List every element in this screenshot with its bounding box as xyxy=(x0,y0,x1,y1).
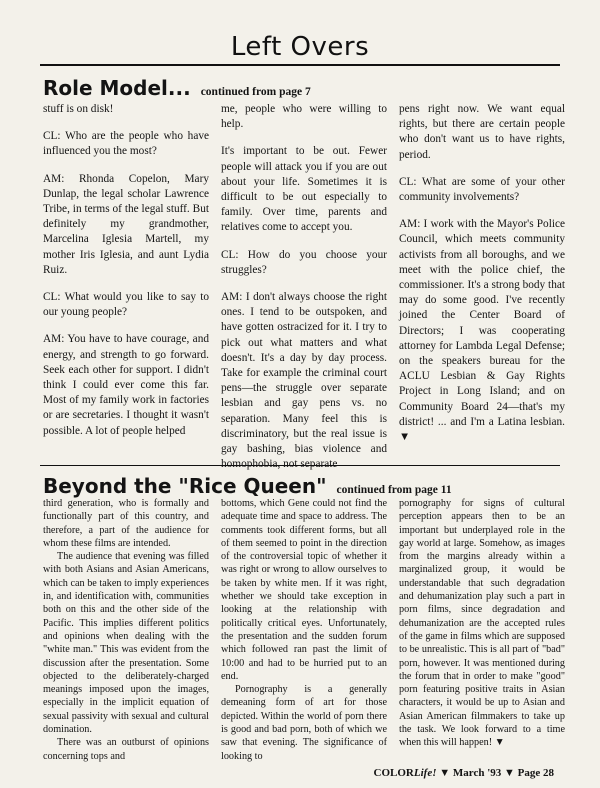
text-column-1 xyxy=(43,497,209,762)
article-title: Beyond the "Rice Queen" xyxy=(43,474,327,498)
paragraph: CL: What would you like to say to our young people? xyxy=(43,291,209,319)
paragraph: pens right now. We want equal rights, but there are certain people who don't want us to have rights, period. xyxy=(399,103,565,161)
continued-from-note: continued from page 11 xyxy=(336,484,452,496)
paragraph: stuff is on disk! xyxy=(43,103,114,115)
paragraph: bottoms, which Gene could not find the adequate time and space to address. The comments took different forms, but all of them seemed to point in the direction of the controversial topic of whether it was right or wrong to allow ourselves to be taken by white men. If it was right, whether we should take exception in looking at the relationship with politically critical eyes. Unfortunately, the presentation and the sudden forum which followed ran past the limit of 10:00 and had to be hurried put to an end. xyxy=(221,498,387,682)
page-footer xyxy=(374,767,554,779)
article-role-model-heading xyxy=(43,76,311,100)
article-rice-queen-body xyxy=(43,497,565,762)
article-role-model-body xyxy=(43,102,565,471)
text-column-3 xyxy=(399,102,565,460)
text-column-2 xyxy=(221,497,387,762)
text-column-1 xyxy=(43,102,209,460)
paragraph: AM: Rhonda Copelon, Mary Dunlap, the legal scholar Lawrence Tribe, in terms of the legal stuff. But definitely my grandmother, Marcelina Iglesia Martell, my mother Iris Iglesia, and aunt Lydia Ruiz. xyxy=(43,172,209,276)
article-title: Role Model... xyxy=(43,76,191,100)
footer-separator-icon: ▼ xyxy=(501,767,518,779)
paragraph: There was an outburst of opinions concerning tops and xyxy=(43,737,209,762)
paragraph: The audience that evening was filled with both Asians and Asian Americans, which can be taken to imply experiences in, and identification with, communities both on this and the other side of the Pacific. This implies different politics and opinions when dealing with the "white man." This was evident from the discussion after the presentation. Some objected to the deliberately-charged meanings imposed upon the images, especially in the implicit equation of sexual passivity with sexual and cultural domination. xyxy=(43,551,209,736)
paragraph: CL: What are some of your other community involvements? xyxy=(399,175,565,204)
continued-from-note: continued from page 7 xyxy=(200,86,311,98)
paragraph: It's important to be out. Fewer people will attack you if you are out about your life. Sometimes it is difficult to be out especially to family. Over time, parents and relatives come to accept you. xyxy=(221,145,387,234)
paragraph: me, people who were willing to help. xyxy=(221,103,387,131)
text-column-2 xyxy=(221,102,387,471)
paragraph: CL: Who are the people who have influenced you the most? xyxy=(43,130,209,158)
paragraph: pornography for signs of cultural perception appears then to be an important but underplayed role in the gay world at large. Somehow, as images from the margins already within a marginalized group, it would be understandable that such degradation and dehumanization play such a part in porn films, since degradation and dehumanization are the accepted rules of the game in films which are supposed to be unrealistic. This is all part of "bad" porn, however. It was mentioned during the forum that in order to make "good" porn featuring positive traits in Asian characters, it would be up to Asian and Asian American filmmakers to take up the task. We look forward to a time when this will happen! ▼ xyxy=(399,498,565,749)
section-divider-rule xyxy=(40,465,560,466)
paragraph: AM: I don't always choose the right ones. I tend to be outspoken, and have gotten ostracized for it. I try to pick out what matters and what doesn't. It's a day by day process. Take for example the criminal court pens—the struggle over separate lesbian and gay pens vs. no separation. Many feel this is discriminatory, but the real issue is gay bashing, bias violence and homophobia, not separate xyxy=(221,291,387,471)
text-column-3 xyxy=(399,497,565,759)
paragraph: AM: You have to have courage, and energy, and strength to go forward. Seek each other for support. I didn't think I could ever come this far. Most of my family work in factories or are secretaries. I thought it wasn't possible. A lot of people helped xyxy=(43,333,209,437)
section-header-title: Left Overs xyxy=(230,32,370,62)
paragraph: AM: I work with the Mayor's Police Council, which meets community activists from all boroughs, and we meet with the police chief, the commissioner. It's a strong body that may do some good. I've recently joined the Center Board of Directors; I was cooperating attorney for Lambda Legal Defense; on the speakers bureau for the ACLU Lesbian & Gay Rights Project in Long Island; and on Community Board 24—that's my district! ... and I'm a Latina lesbian. ▼ xyxy=(399,218,565,444)
header-rule xyxy=(40,64,560,66)
footer-brand-italic: Life! xyxy=(413,767,437,779)
paragraph: third generation, who is formally and functionally part of this country, and therefore, a part of the audience for whom these films are intended. xyxy=(43,498,209,549)
footer-page-number: Page 28 xyxy=(517,767,554,779)
paragraph: CL: How do you choose your struggles? xyxy=(221,248,387,276)
article-rice-queen-heading xyxy=(43,474,452,498)
footer-separator-icon: ▼ xyxy=(436,767,453,779)
paragraph: Pornography is a generally demeaning form of art for those depicted. Within the world of porn there is good and bad porn, both of which we saw that evening. The significance of looking to xyxy=(221,684,387,762)
footer-brand: COLOR xyxy=(373,767,414,779)
footer-date: March '93 xyxy=(452,767,502,779)
